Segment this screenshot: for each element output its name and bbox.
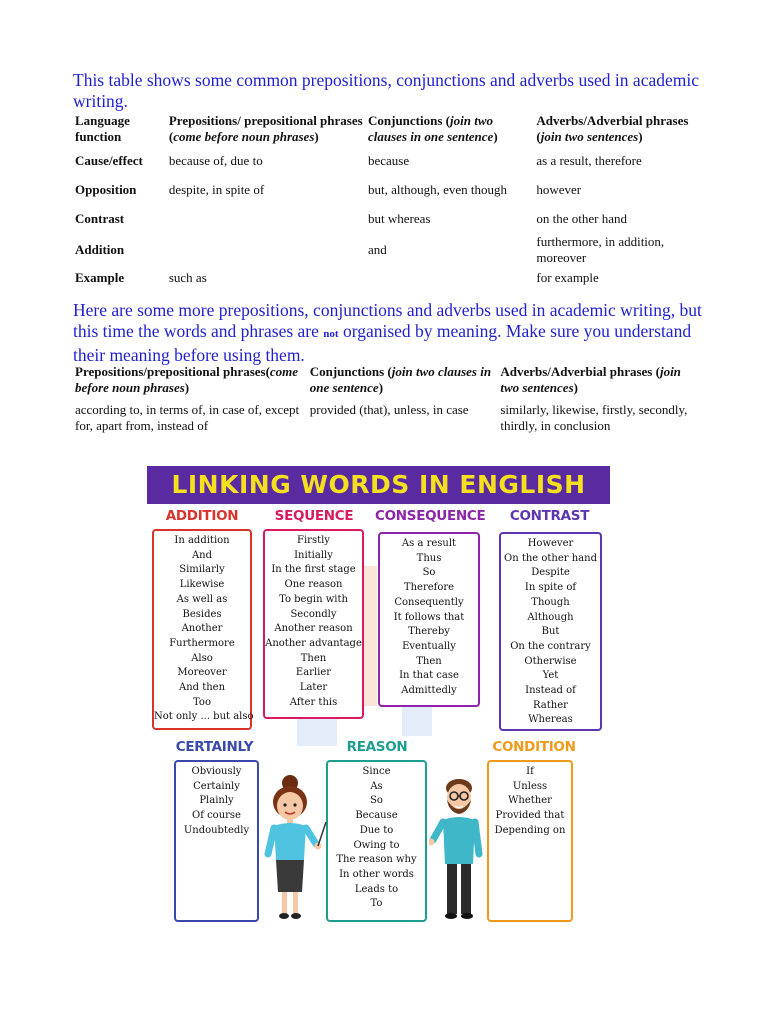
list-item: Unless (512, 780, 548, 792)
row-adverbs: on the other hand (536, 210, 627, 226)
row-function: Cause/effect (75, 152, 143, 168)
list-item: Instead of (525, 685, 576, 697)
list-item: Secondly (290, 608, 337, 620)
list-item: Whereas (528, 714, 573, 726)
list-item: To (370, 898, 383, 910)
row-adverbs: furthermore, in addition, moreover (536, 234, 665, 265)
list-item: And then (178, 682, 226, 694)
header-conjunctions: Conjunctions (join two clauses in one sentence) (368, 113, 498, 144)
category-title-sequence: SEQUENCE (274, 508, 354, 524)
word-box-condition (487, 760, 573, 922)
list-item: It follows that (393, 611, 465, 623)
list-item: One reason (284, 579, 343, 591)
word-box-consequence (378, 532, 480, 707)
academic-linking-table (73, 112, 703, 289)
list-item: If (526, 766, 534, 777)
category-title-addition: ADDITION (165, 508, 239, 524)
row-adverbs: as a result, therefore (536, 152, 642, 168)
list-item: Likewise (179, 579, 225, 591)
list-item: Eventually (402, 640, 456, 652)
header-prepositions: Prepositions/ prepositional phrases (come before noun phrases) (168, 113, 363, 144)
unsorted-linking-table (73, 363, 703, 435)
row-function: Addition (75, 242, 125, 257)
category-title-contrast: CONTRAST (509, 508, 590, 524)
word-box-addition (152, 529, 252, 730)
list-item: Obviously (191, 766, 242, 777)
list-item: Because (355, 810, 398, 822)
row-prepositions: according to, in terms of, in case of, except for, apart from, instead of (75, 402, 300, 433)
row-prepositions (167, 204, 366, 233)
list-item: In addition (174, 535, 230, 546)
list-item: Certainly (193, 780, 240, 792)
intro-paragraph-1: This table shows some common prepositions, conjunctions and adverbs used in academic writing. (73, 70, 699, 111)
table-row (73, 233, 703, 267)
list-item: Admittedly (401, 685, 457, 697)
row-prepositions: because of, due to (168, 152, 263, 168)
row-function: Example (75, 270, 125, 285)
table-row (73, 401, 703, 435)
table-row (73, 267, 703, 289)
list-item: However (527, 538, 574, 549)
list-item: As (370, 780, 383, 792)
list-item: Then (416, 655, 442, 667)
list-item: Furthermore (169, 637, 235, 649)
list-item: Of course (192, 810, 241, 822)
row-prepositions: such as (168, 270, 207, 285)
list-item: To begin with (279, 593, 348, 605)
row-conjunctions: but whereas (368, 210, 431, 226)
list-item: Yet (542, 670, 559, 682)
table-header-row (73, 112, 703, 146)
header-conjunctions: Conjunctions (join two clauses in one sentence) (309, 364, 492, 395)
list-item: Also (191, 652, 213, 664)
list-item: Then (300, 652, 327, 664)
word-box-sequence (263, 529, 364, 719)
header-adverbs: Adverbs/Adverbial phrases (join two sentences) (500, 364, 681, 395)
category-title-certainly: CERTAINLY (175, 739, 254, 755)
list-item: Plainly (199, 795, 234, 807)
header-adverbs: Adverbs/Adverbial phrases (join two sentences) (536, 113, 689, 144)
category-title-consequence: CONSEQUENCE (375, 508, 486, 524)
header-prepositions: Prepositions/prepositional phrases(come before noun phrases) (75, 364, 299, 395)
table-header-row (73, 363, 703, 401)
list-item: Undoubtedly (183, 824, 250, 836)
table-row (73, 204, 703, 233)
list-item: Provided that (495, 810, 565, 822)
row-conjunctions: but, although, even though (368, 181, 508, 197)
list-item: Not only ... but also (154, 711, 254, 723)
list-item: Owing to (353, 839, 400, 851)
row-conjunctions: and (368, 242, 387, 257)
list-item: In spite of (524, 582, 577, 594)
female-teacher-illustration (262, 774, 327, 924)
list-item: Besides (182, 608, 222, 620)
word-box-contrast (499, 532, 602, 731)
category-title-condition: CONDITION (492, 739, 576, 755)
intro-paragraph-2: Here are some more prepositions, conjunctions and adverbs used in academic writing, but this time the words and phrases are not organised by meaning. Make sure you understand their meaning before using them. (73, 300, 702, 365)
list-item: Another advantage (265, 637, 362, 649)
row-conjunctions (366, 267, 534, 289)
list-item: In that case (399, 670, 459, 682)
row-conjunctions: because (368, 152, 410, 168)
list-item: Thereby (408, 626, 450, 638)
list-item: Another (181, 623, 223, 635)
list-item: Moreover (177, 667, 227, 679)
list-item: After this (289, 696, 338, 708)
list-item: Too (193, 696, 211, 708)
list-item: Rather (533, 699, 568, 711)
list-item: Otherwise (524, 655, 577, 667)
row-adverbs: for example (536, 270, 599, 285)
list-item: Since (362, 766, 391, 777)
table-row (73, 146, 703, 175)
header-language-function: Language function (75, 113, 130, 144)
list-item: Thus (416, 552, 442, 564)
list-item: Though (531, 596, 570, 608)
word-box-reason (326, 760, 427, 922)
list-item: Depending on (494, 824, 566, 836)
row-function: Contrast (75, 210, 125, 226)
list-item: As a result (401, 538, 457, 549)
list-item: As well as (176, 593, 228, 605)
list-item: Due to (359, 824, 394, 836)
list-item: Despite (531, 567, 570, 579)
row-adverbs: similarly, likewise, firstly, secondly, thirdly, in conclusion (500, 402, 688, 433)
list-item: Another reason (274, 623, 353, 635)
word-box-certainly (174, 760, 259, 922)
list-item: In the first stage (271, 564, 356, 576)
row-prepositions: despite, in spite of (168, 181, 265, 197)
list-item: And (191, 549, 213, 561)
list-item: Firstly (297, 535, 330, 546)
row-function: Opposition (75, 181, 137, 197)
list-item: The reason why (336, 854, 417, 866)
infographic-title: LINKING WORDS IN ENGLISH (171, 470, 586, 499)
list-item: Although (527, 611, 574, 623)
list-item: In other words (339, 868, 414, 880)
not-emphasis: not (323, 328, 339, 340)
list-item: So (422, 567, 436, 579)
row-prepositions (167, 233, 366, 267)
linking-words-infographic (147, 466, 610, 926)
list-item: Earlier (295, 667, 332, 679)
list-item: Later (299, 682, 328, 694)
list-item: But (541, 626, 560, 638)
table-row (73, 175, 703, 204)
list-item: On the contrary (510, 640, 591, 652)
list-item: Leads to (354, 883, 399, 895)
list-item: So (370, 795, 383, 807)
list-item: On the other hand (504, 552, 597, 564)
category-title-reason: REASON (346, 739, 408, 755)
list-item: Therefore (403, 582, 455, 594)
row-adverbs: however (536, 181, 582, 197)
list-item: Similarly (179, 564, 225, 576)
male-teacher-illustration (429, 774, 489, 924)
list-item: Whether (508, 795, 552, 807)
list-item: Consequently (394, 596, 464, 608)
row-conjunctions: provided (that), unless, in case (309, 402, 469, 417)
list-item: Initially (294, 549, 333, 561)
